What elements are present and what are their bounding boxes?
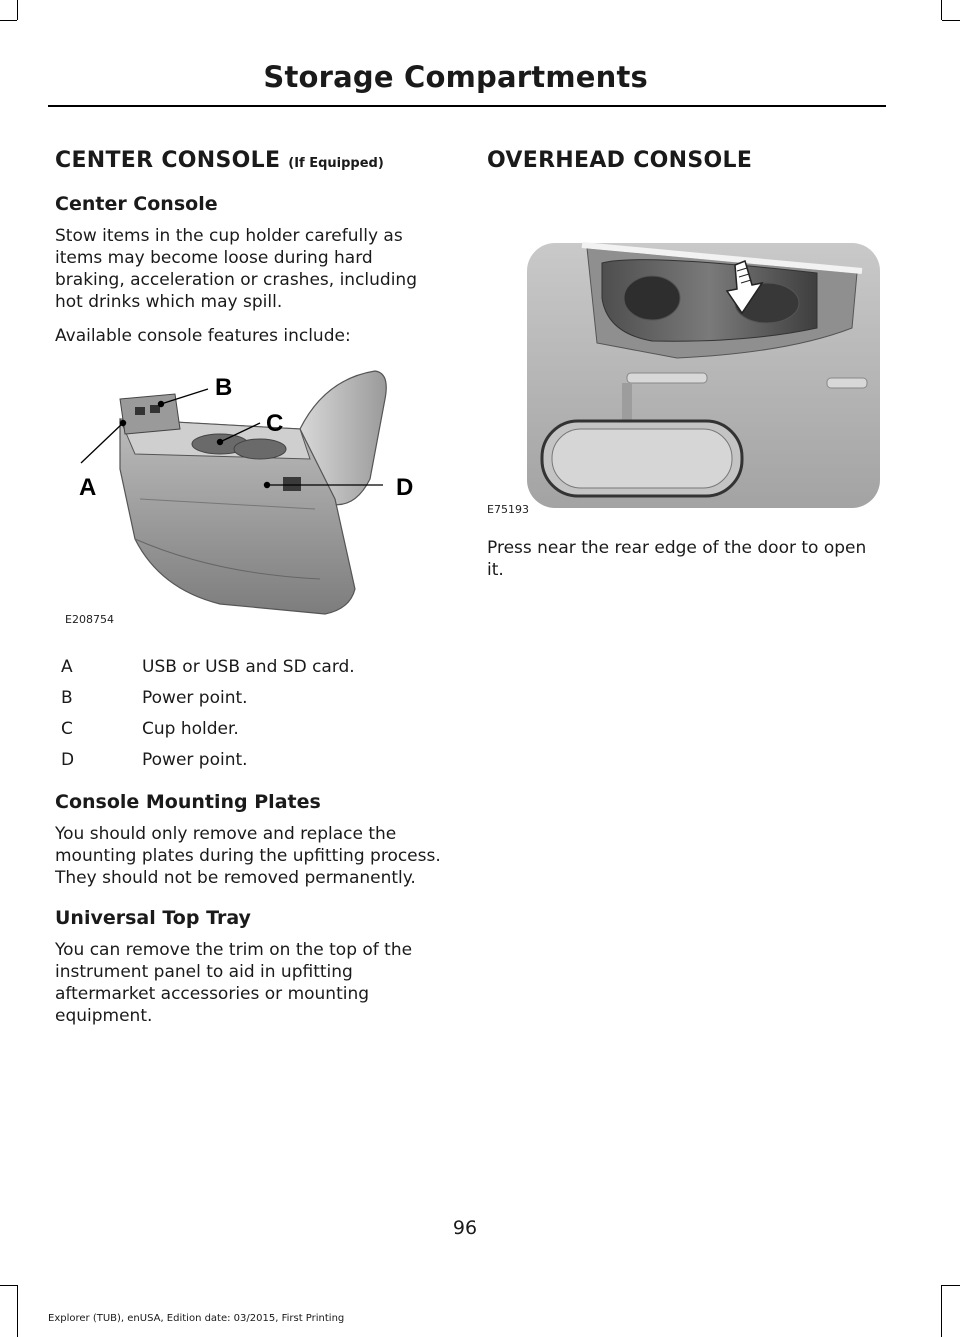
overhead-console-illustration xyxy=(487,193,885,523)
section-title-note: (If Equipped) xyxy=(288,156,384,171)
legend-key: B xyxy=(61,688,73,708)
paragraph-top-tray: You can remove the trim on the top of the instrument panel to aid in upfitting aftermarket accessories or mounting equipment. xyxy=(55,940,413,1026)
overhead-console-figure xyxy=(487,193,885,523)
crop-mark-top-left-h xyxy=(0,20,17,21)
crop-mark-top-right-v xyxy=(941,0,942,20)
footer-edition: Explorer (TUB), enUSA, Edition date: 03/2015, First Printing xyxy=(48,1313,345,1324)
legend-row xyxy=(55,656,447,678)
crop-mark-top-right-h xyxy=(942,20,960,21)
legend-row xyxy=(55,718,447,740)
right-column xyxy=(487,148,885,593)
legend-row xyxy=(55,687,447,709)
feature-legend xyxy=(55,656,447,771)
crop-mark-bottom-left-h xyxy=(0,1285,17,1286)
legend-row xyxy=(55,749,447,771)
callout-c: C xyxy=(266,410,284,437)
legend-text: USB or USB and SD card. xyxy=(142,657,355,677)
paragraph-overhead-open: Press near the rear edge of the door to open it. xyxy=(487,538,867,580)
legend-key: C xyxy=(61,719,73,739)
crop-mark-bottom-right-v xyxy=(941,1285,942,1337)
paragraph-cup-holder-warning: Stow items in the cup holder carefully as items may become loose during hard braking, acceleration or crashes, including hot drinks which may spill. xyxy=(55,226,417,312)
crop-mark-top-left-v xyxy=(17,0,18,20)
section-title-center-console xyxy=(55,148,447,173)
callout-b: B xyxy=(215,374,233,401)
subsection-center-console: Center Console xyxy=(55,193,218,215)
page-header-title: Storage Compartments xyxy=(263,60,648,94)
legend-key: A xyxy=(61,657,73,677)
figure-code-e208754: E208754 xyxy=(65,613,114,626)
left-column xyxy=(55,148,447,1039)
section-title-overhead-console: OVERHEAD CONSOLE xyxy=(487,148,753,173)
paragraph-features-intro: Available console features include: xyxy=(55,326,351,346)
center-console-illustration xyxy=(55,359,425,634)
crop-mark-bottom-left-v xyxy=(17,1285,18,1337)
paragraph-mounting-plates: You should only remove and replace the mounting plates during the upfitting process. They should not be removed permanently. xyxy=(55,824,441,888)
page-number: 96 xyxy=(452,1217,478,1239)
center-console-figure xyxy=(55,359,425,634)
crop-mark-bottom-right-h xyxy=(942,1285,960,1286)
legend-text: Power point. xyxy=(142,750,248,770)
figure-code-e75193: E75193 xyxy=(487,503,529,516)
section-title-text: CENTER CONSOLE xyxy=(55,148,281,173)
subsection-universal-top-tray: Universal Top Tray xyxy=(55,907,251,929)
subsection-mounting-plates: Console Mounting Plates xyxy=(55,791,321,813)
legend-text: Power point. xyxy=(142,688,248,708)
callout-d: D xyxy=(396,474,414,501)
legend-key: D xyxy=(61,750,75,770)
header-divider xyxy=(48,105,886,107)
callout-a: A xyxy=(79,474,97,501)
legend-text: Cup holder. xyxy=(142,719,239,739)
